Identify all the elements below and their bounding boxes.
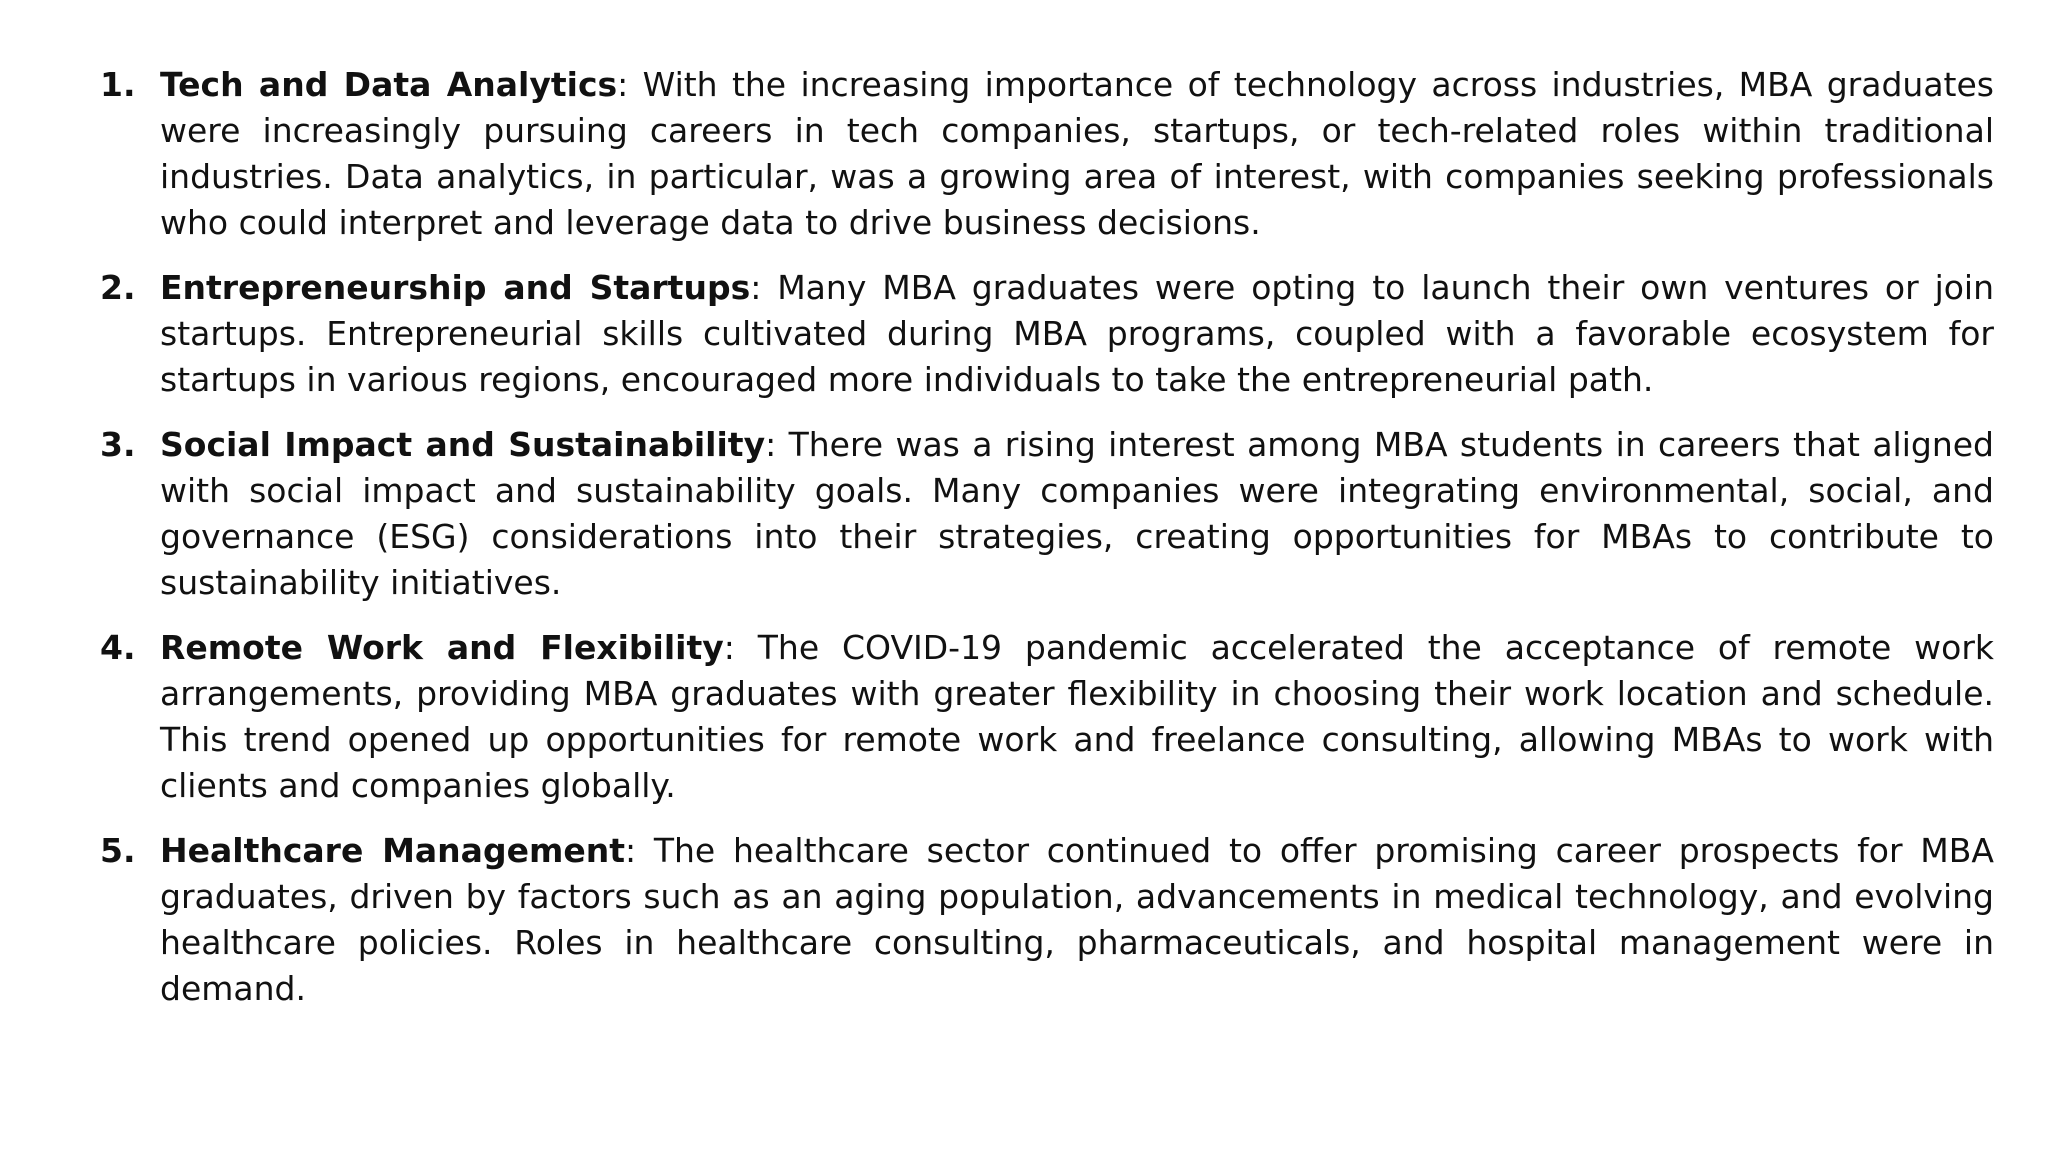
list-number: 5. <box>100 831 136 870</box>
list-item-text: : There was a rising interest among MBA students in careers that aligned with social impact and sustainability goals. Many companies were integrating environmental, social, and governance (ESG) considerations into their strategies, creating opportunities for MBAs to contribute to sustainability initiatives. <box>160 425 1995 602</box>
list-item-heading: Healthcare Management <box>160 831 625 870</box>
list-item-entrepreneurship-startups <box>100 265 1994 403</box>
document-body <box>100 62 1994 1031</box>
list-item-text: : The healthcare sector continued to offer promising career prospects for MBA graduates, driven by factors such as an aging population, advancements in medical technology, and evolving healthcare policies. Roles in healthcare consulting, pharmaceuticals, and hospital management were in demand. <box>160 831 1994 1008</box>
list-item-tech-data-analytics <box>100 62 1994 246</box>
list-item-social-impact-sustainability <box>100 422 1994 606</box>
list-item-heading: Remote Work and Flexibility <box>160 628 724 667</box>
list-number: 2. <box>100 268 136 307</box>
list-item-text: : Many MBA graduates were opting to launch their own ventures or join startups. Entrepreneurial skills cultivated during MBA programs, coupled with a favorable ecosystem for startups in various regions, encouraged more individuals to take the entrepreneurial path. <box>160 268 1995 399</box>
list-item-healthcare-management <box>100 828 1994 1012</box>
list-number: 1. <box>100 65 136 104</box>
list-item-text: : The COVID-19 pandemic accelerated the acceptance of remote work arrangements, providing MBA graduates with greater flexibility in choosing their work location and schedule. This trend opened up opportunities for remote work and freelance consulting, allowing MBAs to work with clients and companies globally. <box>160 628 1994 805</box>
list-item-heading: Entrepreneurship and Startups <box>160 268 751 307</box>
list-item-heading: Social Impact and Sustainability <box>160 425 766 464</box>
list-number: 4. <box>100 628 136 667</box>
list-number: 3. <box>100 425 136 464</box>
list-item-heading: Tech and Data Analytics <box>160 65 618 104</box>
career-trends-list <box>100 62 1994 1012</box>
list-item-text: : With the increasing importance of technology across industries, MBA graduates were increasingly pursuing careers in tech companies, startups, or tech-related roles within traditional industries. Data analytics, in particular, was a growing area of interest, with companies seeking professionals who could interpret and leverage data to drive business decisions. <box>160 65 1994 242</box>
list-item-remote-work-flexibility <box>100 625 1994 809</box>
